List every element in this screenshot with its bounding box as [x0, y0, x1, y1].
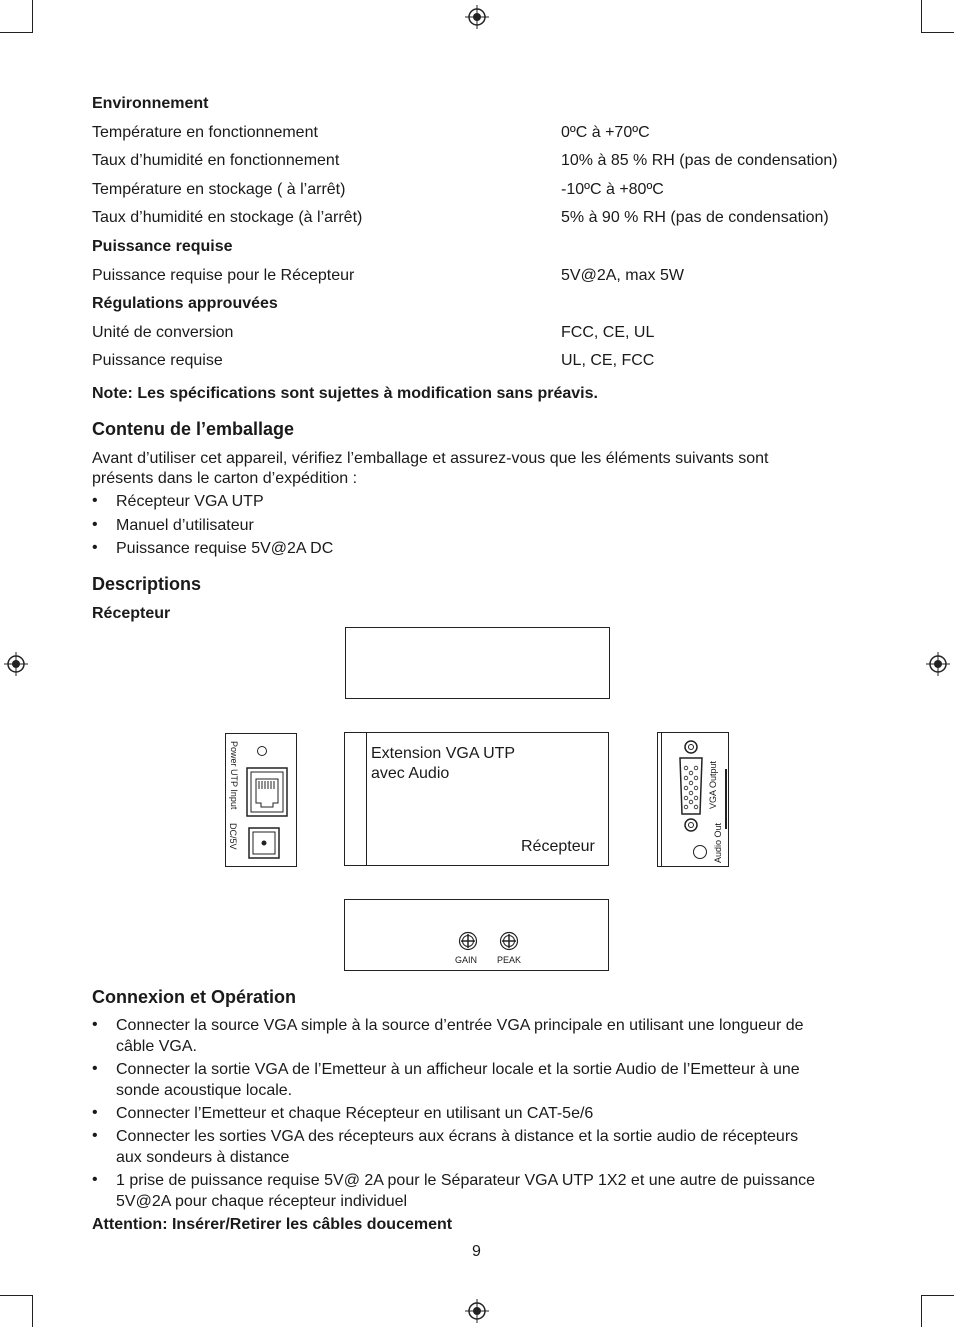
- registration-mark-icon: [464, 4, 490, 30]
- gain-label: GAIN: [455, 955, 478, 965]
- list-item: [116, 1170, 866, 1212]
- vga-port-icon: [676, 738, 706, 834]
- front-view-divider: [366, 733, 367, 865]
- heading-package: Contenu de l’emballage: [92, 419, 295, 439]
- subheading-receiver: Récepteur: [92, 605, 171, 622]
- list-item-line: Connecter les sorties VGA des récepteurs aux écrans à distance et la sortie audio de récepteurs: [116, 1128, 799, 1145]
- list-item: Manuel d’utilisateur: [116, 517, 254, 534]
- spec-label: Puissance requise pour le Récepteur: [92, 267, 355, 284]
- list-item-line: Connecter la sortie VGA de l’Emetteur à un afficheur locale et la sortie Audio de l’Emetteur à une: [116, 1061, 800, 1078]
- spec-value: -10ºC à +80ºC: [561, 181, 664, 198]
- crop-mark-bl-h: [0, 1295, 33, 1296]
- spec-label: Température en fonctionnement: [92, 124, 318, 141]
- package-intro-line2: présents dans le carton d’expédition :: [92, 470, 358, 487]
- gain-knob-icon: [458, 931, 478, 951]
- crop-mark-bl-v: [32, 1295, 33, 1327]
- spec-value: 10% à 85 % RH (pas de condensation): [561, 152, 838, 169]
- product-tag-receiver: Récepteur: [521, 838, 595, 855]
- list-item-line: Connecter la source VGA simple à la source d’entrée VGA principale en utilisant une longueur de: [116, 1017, 804, 1034]
- diagram-top-view: [345, 627, 610, 699]
- bullet-icon: •: [92, 1171, 98, 1188]
- led-indicator-icon: [256, 745, 268, 757]
- spec-value: UL, CE, FCC: [561, 352, 655, 369]
- vga-output-label: VGA Output: [708, 760, 718, 810]
- spec-note: Note: Les spécifications sont sujettes à modification sans préavis.: [92, 385, 598, 402]
- list-item: [116, 1059, 866, 1101]
- attention-note: Attention: Insérer/Retirer les câbles doucement: [92, 1216, 453, 1233]
- spec-label: Taux d’humidité en fonctionnement: [92, 152, 340, 169]
- bullet-icon: •: [92, 516, 98, 533]
- dc-jack-icon: [248, 827, 280, 859]
- registration-mark-icon: [3, 651, 29, 677]
- crop-mark-tl-h: [0, 32, 33, 33]
- diagram-front-view: [344, 732, 609, 866]
- list-item: [116, 1103, 866, 1124]
- spec-value: 5V@2A, max 5W: [561, 267, 684, 284]
- list-item: Récepteur VGA UTP: [116, 493, 264, 510]
- list-item-line: sonde acoustique locale.: [116, 1082, 293, 1099]
- package-intro-line1: Avant d’utiliser cet appareil, vérifiez l’emballage et assurez-vous que les éléments suivants sont: [92, 450, 769, 467]
- list-item-line: 5V@2A pour chaque récepteur individuel: [116, 1193, 408, 1210]
- diagram-right-panel: [657, 732, 729, 867]
- list-item: [116, 1015, 866, 1057]
- peak-label: PEAK: [497, 955, 522, 965]
- spec-label: Taux d’humidité en stockage (à l’arrêt): [92, 209, 363, 226]
- list-item-line: Connecter l’Emetteur et chaque Récepteur en utilisant un CAT-5e/6: [116, 1105, 594, 1122]
- list-item-line: aux sondeurs à distance: [116, 1149, 290, 1166]
- heading-descriptions: Descriptions: [92, 574, 202, 594]
- audio-out-label: Audio Out: [713, 822, 723, 864]
- registration-mark-icon: [464, 1298, 490, 1324]
- crop-mark-tr-h: [921, 32, 954, 33]
- list-item-line: 1 prise de puissance requise 5V@ 2A pour le Séparateur VGA UTP 1X2 et une autre de puissance: [116, 1172, 816, 1189]
- crop-mark-br-h: [921, 1295, 954, 1296]
- peak-knob-icon: [499, 931, 519, 951]
- bullet-icon: •: [92, 1127, 98, 1144]
- crop-mark-tr-v: [921, 0, 922, 33]
- spec-label: Unité de conversion: [92, 324, 234, 341]
- left-panel-label-top: Power UTP Input: [229, 741, 239, 810]
- section-title-power: Puissance requise: [92, 238, 233, 255]
- list-item: [116, 1126, 866, 1168]
- product-name-line2: avec Audio: [371, 765, 450, 782]
- section-title-regulations: Régulations approuvées: [92, 295, 278, 312]
- right-panel-inner-line: [661, 733, 662, 866]
- right-panel-edge-line: [725, 769, 727, 829]
- product-name-line1: Extension VGA UTP: [371, 745, 516, 762]
- diagram-left-panel: [225, 733, 297, 867]
- list-item: Puissance requise 5V@2A DC: [116, 540, 334, 557]
- page-number: 9: [472, 1243, 481, 1260]
- bullet-icon: •: [92, 1104, 98, 1121]
- rj45-port-icon: [246, 767, 288, 817]
- bullet-icon: •: [92, 1060, 98, 1077]
- spec-value: FCC, CE, UL: [561, 324, 655, 341]
- section-title-environment: Environnement: [92, 95, 209, 112]
- diagram-bottom-view: [344, 899, 609, 971]
- heading-connection: Connexion et Opération: [92, 987, 297, 1007]
- crop-mark-tl-v: [32, 0, 33, 33]
- bullet-icon: •: [92, 492, 98, 509]
- spec-label: Puissance requise: [92, 352, 223, 369]
- left-panel-label-bottom: DC/5V: [228, 823, 238, 850]
- crop-mark-br-v: [921, 1295, 922, 1327]
- spec-value: 0ºC à +70ºC: [561, 124, 650, 141]
- bullet-icon: •: [92, 1016, 98, 1033]
- registration-mark-icon: [925, 651, 951, 677]
- bullet-icon: •: [92, 539, 98, 556]
- spec-value: 5% à 90 % RH (pas de condensation): [561, 209, 829, 226]
- spec-label: Température en stockage ( à l’arrêt): [92, 181, 346, 198]
- list-item-line: câble VGA.: [116, 1038, 197, 1055]
- audio-jack-icon: [692, 844, 708, 860]
